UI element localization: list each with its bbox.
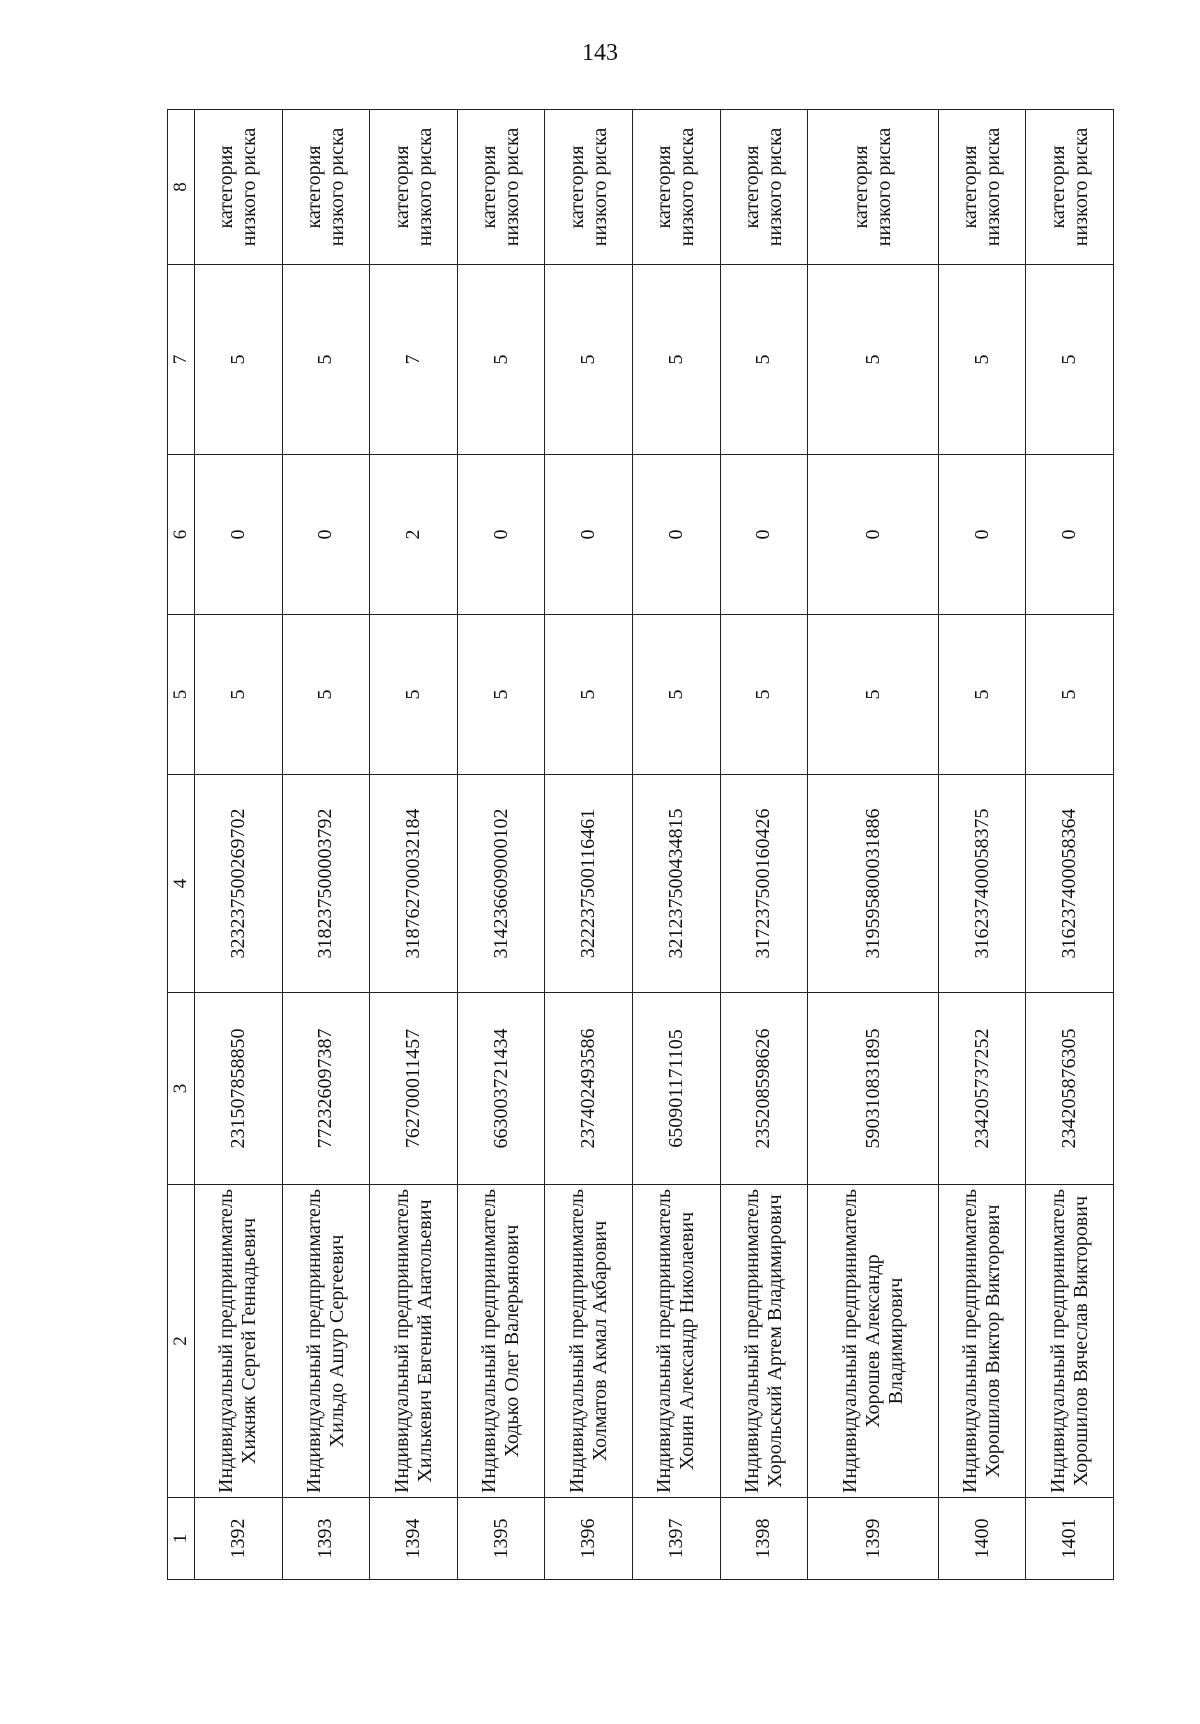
column-5-cell: 5 [457, 615, 545, 775]
row-number-cell: 1392 [195, 1498, 283, 1580]
row-number-cell: 1394 [370, 1498, 458, 1580]
risk-category-cell: категория низкого риска [1026, 110, 1114, 265]
column-5-cell: 5 [370, 615, 458, 775]
inn-cell: 590310831895 [808, 993, 938, 1185]
inn-cell: 235208598626 [720, 993, 808, 1185]
inn-cell: 234205876305 [1026, 993, 1114, 1185]
inn-cell: 772326097387 [282, 993, 370, 1185]
column-5-cell: 5 [633, 615, 721, 775]
column-5-cell: 5 [195, 615, 283, 775]
column-7-cell: 5 [808, 265, 938, 455]
column-6-cell: 0 [282, 455, 370, 615]
risk-category-cell: категория низкого риска [633, 110, 721, 265]
ogrnip-cell: 316237400058364 [1026, 775, 1114, 993]
table-row [720, 110, 808, 1580]
table-row [808, 110, 938, 1580]
ogrnip-cell: 318762700032184 [370, 775, 458, 993]
column-5-cell: 5 [938, 615, 1026, 775]
entrepreneur-name-cell: Индивидуальный предприниматель Хилькевич Евгений Анатольевич [370, 1185, 458, 1498]
ogrnip-cell: 323237500269702 [195, 775, 283, 993]
risk-category-cell: категория низкого риска [457, 110, 545, 265]
row-number-cell: 1396 [545, 1498, 633, 1580]
table-row [282, 110, 370, 1580]
column-5-cell: 5 [282, 615, 370, 775]
row-number-cell: 1397 [633, 1498, 721, 1580]
column-number: 3 [168, 993, 195, 1185]
column-6-cell: 0 [633, 455, 721, 615]
entrepreneur-name-cell: Индивидуальный предприниматель Хорошилов Вячеслав Викторович [1026, 1185, 1114, 1498]
column-number: 5 [168, 615, 195, 775]
ogrnip-cell: 321237500434815 [633, 775, 721, 993]
column-6-cell: 0 [545, 455, 633, 615]
column-6-cell: 0 [808, 455, 938, 615]
ogrnip-cell: 314236609000102 [457, 775, 545, 993]
risk-category-cell: категория низкого риска [282, 110, 370, 265]
risk-category-cell: категория низкого риска [545, 110, 633, 265]
entrepreneur-name-cell: Индивидуальный предприниматель Хижняк Сергей Геннадьевич [195, 1185, 283, 1498]
ogrnip-cell: 317237500160426 [720, 775, 808, 993]
registry-table-container [167, 110, 1114, 1580]
column-number: 1 [168, 1498, 195, 1580]
ogrnip-cell: 322237500116461 [545, 775, 633, 993]
risk-category-cell: категория низкого риска [808, 110, 938, 265]
risk-category-cell: категория низкого риска [195, 110, 283, 265]
column-number: 6 [168, 455, 195, 615]
column-7-cell: 5 [545, 265, 633, 455]
entrepreneur-name-cell: Индивидуальный предприниматель Хорошев Александр Владимирович [808, 1185, 938, 1498]
risk-category-cell: категория низкого риска [720, 110, 808, 265]
column-6-cell: 0 [195, 455, 283, 615]
inn-cell: 237402493586 [545, 993, 633, 1185]
column-number: 7 [168, 265, 195, 455]
row-number-cell: 1395 [457, 1498, 545, 1580]
column-7-cell: 5 [938, 265, 1026, 455]
column-7-cell: 5 [195, 265, 283, 455]
entrepreneur-name-cell: Индивидуальный предприниматель Холматов Акмал Акбарович [545, 1185, 633, 1498]
table-row [633, 110, 721, 1580]
inn-cell: 234205737252 [938, 993, 1026, 1185]
entrepreneur-name-cell: Индивидуальный предприниматель Хонин Александр Николаевич [633, 1185, 721, 1498]
inn-cell: 650901171105 [633, 993, 721, 1185]
column-7-cell: 5 [457, 265, 545, 455]
column-number-row [168, 110, 195, 1580]
risk-category-cell: категория низкого риска [370, 110, 458, 265]
column-7-cell: 5 [633, 265, 721, 455]
table-row [938, 110, 1026, 1580]
column-number: 4 [168, 775, 195, 993]
column-number: 2 [168, 1185, 195, 1498]
risk-category-cell: категория низкого риска [938, 110, 1026, 265]
table-row [195, 110, 283, 1580]
table-row [457, 110, 545, 1580]
column-number: 8 [168, 110, 195, 265]
table-row [545, 110, 633, 1580]
inn-cell: 663003721434 [457, 993, 545, 1185]
column-7-cell: 5 [282, 265, 370, 455]
column-6-cell: 2 [370, 455, 458, 615]
column-6-cell: 0 [720, 455, 808, 615]
row-number-cell: 1400 [938, 1498, 1026, 1580]
column-6-cell: 0 [457, 455, 545, 615]
entrepreneur-name-cell: Индивидуальный предприниматель Ходько Олег Валерьянович [457, 1185, 545, 1498]
row-number-cell: 1398 [720, 1498, 808, 1580]
row-number-cell: 1399 [808, 1498, 938, 1580]
row-number-cell: 1401 [1026, 1498, 1114, 1580]
column-5-cell: 5 [1026, 615, 1114, 775]
column-7-cell: 5 [1026, 265, 1114, 455]
column-6-cell: 0 [1026, 455, 1114, 615]
entrepreneur-name-cell: Индивидуальный предприниматель Хорольский Артем Владимирович [720, 1185, 808, 1498]
column-7-cell: 7 [370, 265, 458, 455]
column-5-cell: 5 [545, 615, 633, 775]
entrepreneur-name-cell: Индивидуальный предприниматель Хильдо Ашур Сергеевич [282, 1185, 370, 1498]
column-5-cell: 5 [808, 615, 938, 775]
table-row [370, 110, 458, 1580]
inn-cell: 231507858850 [195, 993, 283, 1185]
ogrnip-cell: 318237500003792 [282, 775, 370, 993]
ogrnip-cell: 319595800031886 [808, 775, 938, 993]
column-6-cell: 0 [938, 455, 1026, 615]
page-number: 143 [582, 40, 618, 66]
column-7-cell: 5 [720, 265, 808, 455]
ogrnip-cell: 316237400058375 [938, 775, 1026, 993]
entrepreneur-name-cell: Индивидуальный предприниматель Хорошилов Виктор Викторович [938, 1185, 1026, 1498]
registry-table [167, 109, 1114, 1580]
table-row [1026, 110, 1114, 1580]
row-number-cell: 1393 [282, 1498, 370, 1580]
column-5-cell: 5 [720, 615, 808, 775]
inn-cell: 762700011457 [370, 993, 458, 1185]
